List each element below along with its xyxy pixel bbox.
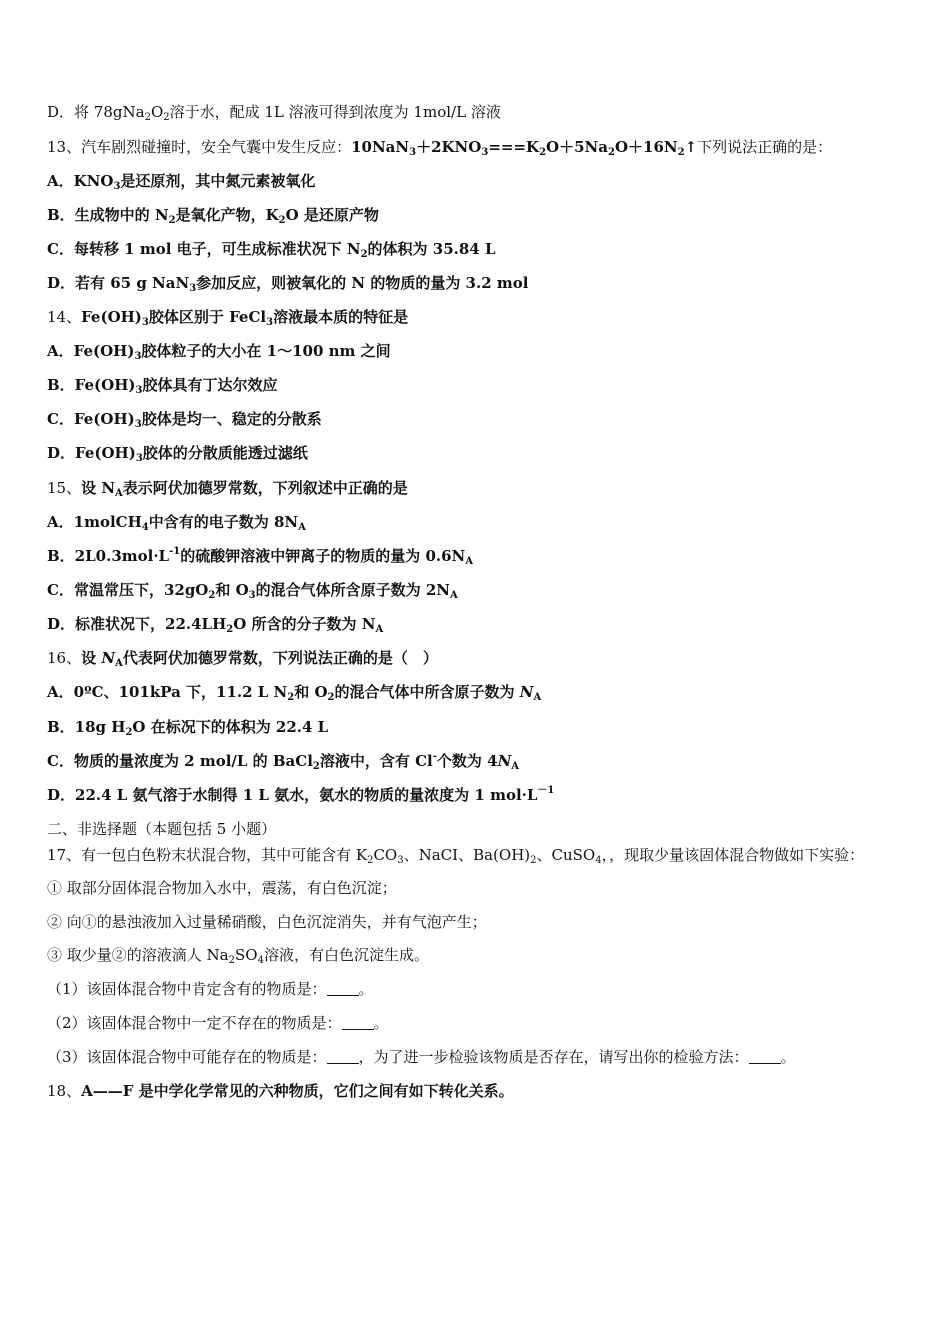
bold-text-run: 中含有的电子数为 8N (148, 513, 299, 531)
text-line (47, 546, 910, 566)
subscript: 2 (287, 692, 295, 703)
subscript: 2 (360, 249, 368, 260)
bold-text-run: 的混合气体所含原子数为 2N (255, 581, 450, 599)
text-run: 15、 (47, 479, 82, 497)
superscript: - (432, 751, 437, 762)
bold-text-run: 胶体区别于 FeCl (148, 308, 267, 326)
bold-text-run: D．若有 65 g NaN (47, 274, 190, 292)
text-line (47, 1047, 910, 1067)
subscript: 2 (530, 855, 537, 866)
text-line (47, 785, 910, 805)
text-line (47, 307, 910, 327)
answer-blank (327, 1049, 359, 1064)
bold-text-run: 10NaN (351, 138, 410, 156)
answer-blank (749, 1049, 781, 1064)
subscript: 4 (595, 855, 602, 866)
subscript: 3 (481, 147, 489, 158)
text-line (47, 443, 910, 463)
bold-text-run: 是氧化产物，K (175, 206, 279, 224)
subscript: 3 (409, 147, 417, 158)
answer-blank (342, 1015, 374, 1030)
subscript: A (533, 692, 542, 703)
bold-text-run: B．Fe(OH) (47, 376, 136, 394)
subscript: 2 (168, 215, 176, 226)
bold-text-run: 和 O (294, 683, 328, 701)
subscript: 2 (607, 147, 615, 158)
text-run: 、CuSO (536, 846, 596, 864)
bold-text-run: C．Fe(OH) (47, 410, 135, 428)
text-run: 17、有一包白色粉末状混合物，其中可能含有 K (47, 846, 368, 864)
text-run: O (150, 103, 164, 121)
text-run: 14、 (47, 308, 82, 326)
text-run: （2）该固体混合物中一定不存在的物质是： (47, 1014, 342, 1032)
text-run: 下列说法正确的是： (697, 138, 833, 156)
text-line (47, 273, 910, 293)
bold-text-run: 设 (81, 649, 102, 667)
bold-text-run: O＋5Na (546, 138, 608, 156)
subscript: 2 (312, 761, 320, 772)
text-run: SO (234, 946, 258, 964)
bold-text-run: 和 O (215, 581, 249, 599)
text-line (47, 648, 910, 668)
subscript: A (465, 556, 474, 567)
text-line (47, 682, 910, 702)
bold-text-run: 的硫酸钾溶液中钾离子的物质的量为 0.6N (180, 547, 466, 565)
text-line (47, 580, 910, 600)
text-run: D．将 78gNa (47, 103, 145, 121)
bold-text-run: A——F 是中学化学常见的六种物质，它们之间有如下转化关系。 (81, 1082, 514, 1100)
subscript: 2 (226, 624, 234, 635)
bold-text-run: A．KNO (47, 172, 114, 190)
bold-text-run: 溶液中，含有 Cl (319, 752, 433, 770)
subscript: A (511, 761, 520, 772)
bold-text-run: O＋16N (614, 138, 678, 156)
bold-text-run: O 在标况下的体积为 22.4 L (132, 718, 329, 736)
subscript: 3 (266, 317, 274, 328)
bold-text-run: 设 N (81, 479, 116, 497)
subscript: A (115, 488, 123, 499)
subscript: 2 (163, 112, 170, 123)
text-line (47, 1013, 910, 1033)
subscript: 3 (113, 181, 121, 192)
bold-text-run: 参加反应，则被氧化的 N 的物质的量为 3.2 mol (196, 274, 529, 292)
text-line (47, 375, 910, 395)
text-run: 。 (358, 980, 374, 998)
text-line (47, 912, 910, 932)
bold-text-run: 溶液最本质的特征是 (273, 308, 409, 326)
text-run: 溶液，有白色沉淀生成。 (263, 946, 429, 964)
subscript: A (115, 658, 123, 669)
bold-text-run: C．物质的量浓度为 2 mol/L 的 BaCl (47, 752, 313, 770)
subscript: 3 (189, 283, 197, 294)
bold-text-run: 胶体粒子的大小在 1～100 nm 之间 (141, 342, 391, 360)
text-line (47, 102, 910, 122)
text-line (47, 512, 910, 532)
superscript: －1 (537, 785, 555, 796)
subscript: 3 (141, 317, 149, 328)
superscript: -1 (169, 546, 181, 557)
italic-symbol: N (101, 649, 116, 667)
subscript: 3 (135, 385, 143, 396)
text-run: 、NaCI、Ba(OH) (403, 846, 531, 864)
bold-text-run: D．标准状况下，22.4LH (47, 615, 227, 633)
subscript: 3 (135, 453, 143, 464)
subscript: 3 (397, 855, 404, 866)
italic-symbol: N (519, 683, 534, 701)
text-run: 。 (373, 1014, 389, 1032)
text-line (47, 979, 910, 999)
bold-text-run: 是还原剂，其中氮元素被氧化 (120, 172, 316, 190)
text-run: 18、 (47, 1082, 82, 1100)
text-line (47, 205, 910, 225)
text-line (47, 1081, 910, 1101)
bold-text-run: A．1molCH (47, 513, 142, 531)
bold-text-run: 胶体的分散质能透过滤纸 (142, 444, 308, 462)
subscript: 2 (539, 147, 547, 158)
text-line (47, 409, 910, 429)
text-line (47, 137, 910, 157)
bold-text-run: C．常温常压下，32gO (47, 581, 209, 599)
text-line (47, 819, 910, 839)
text-run: 溶于水，配成 1L 溶液可得到浓度为 1mol/L 溶液 (169, 103, 501, 121)
text-run: CO (373, 846, 398, 864)
text-run: 二、非选择题（本题包括 5 小题） (47, 820, 277, 838)
subscript: 4 (257, 955, 264, 966)
bold-text-run: 胶体具有丁达尔效应 (142, 376, 278, 394)
bold-text-run: ===K (488, 138, 540, 156)
bold-text-run: D．22.4 L 氨气溶于水制得 1 L 氨水，氨水的物质的量浓度为 1 mol·L (47, 786, 538, 804)
bold-text-run: B．生成物中的 N (47, 206, 169, 224)
text-line (47, 845, 910, 865)
bold-text-run: O 所含的分子数为 N (233, 615, 376, 633)
bold-text-run: ↑ (684, 138, 698, 156)
bold-text-run: B．18g H (47, 718, 126, 736)
bold-text-run: ＋2KNO (416, 138, 482, 156)
subscript: 2 (278, 215, 286, 226)
bold-text-run: B．2L0.3mol·L (47, 547, 170, 565)
text-line (47, 945, 910, 965)
bold-text-run: D．Fe(OH) (47, 444, 136, 462)
italic-symbol: N (497, 752, 512, 770)
text-line (47, 478, 910, 498)
subscript: 3 (134, 351, 142, 362)
text-line (47, 614, 910, 634)
subscript: 3 (248, 590, 256, 601)
subscript: 2 (144, 112, 151, 123)
subscript: A (375, 624, 384, 635)
bold-text-run: 的体积为 35.84 L (367, 240, 496, 258)
subscript: 4 (141, 522, 149, 533)
text-run: ① 取部分固体混合物加入水中，震荡，有白色沉淀； (47, 879, 397, 897)
bold-text-run: Fe(OH) (81, 308, 142, 326)
subscript: 2 (208, 590, 216, 601)
text-run: 16、 (47, 649, 82, 667)
text-run: （1）该固体混合物中肯定含有的物质是： (47, 980, 327, 998)
text-run: 13、汽车剧烈碰撞时，安全气囊中发生反应： (47, 138, 352, 156)
subscript: 2 (677, 147, 685, 158)
text-line (47, 751, 910, 771)
bold-text-run: C．每转移 1 mol 电子，可生成标准状况下 N (47, 240, 361, 258)
bold-text-run: 胶体是均一、稳定的分散系 (141, 410, 322, 428)
subscript: 2 (367, 855, 374, 866)
text-run: ，为了进一步检验该物质是否存在，请写出你的检验方法： (358, 1048, 749, 1066)
bold-text-run: 个数为 4 (436, 752, 498, 770)
subscript: A (298, 522, 306, 533)
answer-blank (327, 981, 359, 996)
text-run: 。 (780, 1048, 796, 1066)
bold-text-run: O 是还原产物 (285, 206, 379, 224)
bold-text-run: A．Fe(OH) (47, 342, 135, 360)
bold-text-run: 代表阿伏加德罗常数，下列说法正确的是（ ） (122, 649, 438, 667)
text-run: ② 向①的悬浊液加入过量稀硝酸，白色沉淀消失，并有气泡产生； (47, 913, 487, 931)
subscript: A (449, 590, 458, 601)
text-line (47, 878, 910, 898)
text-line (47, 171, 910, 191)
subscript: 2 (228, 955, 235, 966)
bold-text-run: 的混合气体中所含原子数为 (334, 683, 520, 701)
text-run: ③ 取少量②的溶液滴人 Na (47, 946, 229, 964)
text-line (47, 341, 910, 361)
text-line (47, 717, 910, 737)
bold-text-run: A．0ºC、101kPa 下，11.2 L N (47, 683, 288, 701)
subscript: 3 (134, 419, 142, 430)
bold-text-run: 表示阿伏加德罗常数，下列叙述中正确的是 (122, 479, 408, 497)
subscript: 2 (327, 692, 335, 703)
text-run: （3）该固体混合物中可能存在的物质是： (47, 1048, 327, 1066)
text-run: ，，现取少量该固体混合物做如下实验： (601, 846, 865, 864)
subscript: 2 (125, 727, 133, 738)
text-line (47, 239, 910, 259)
